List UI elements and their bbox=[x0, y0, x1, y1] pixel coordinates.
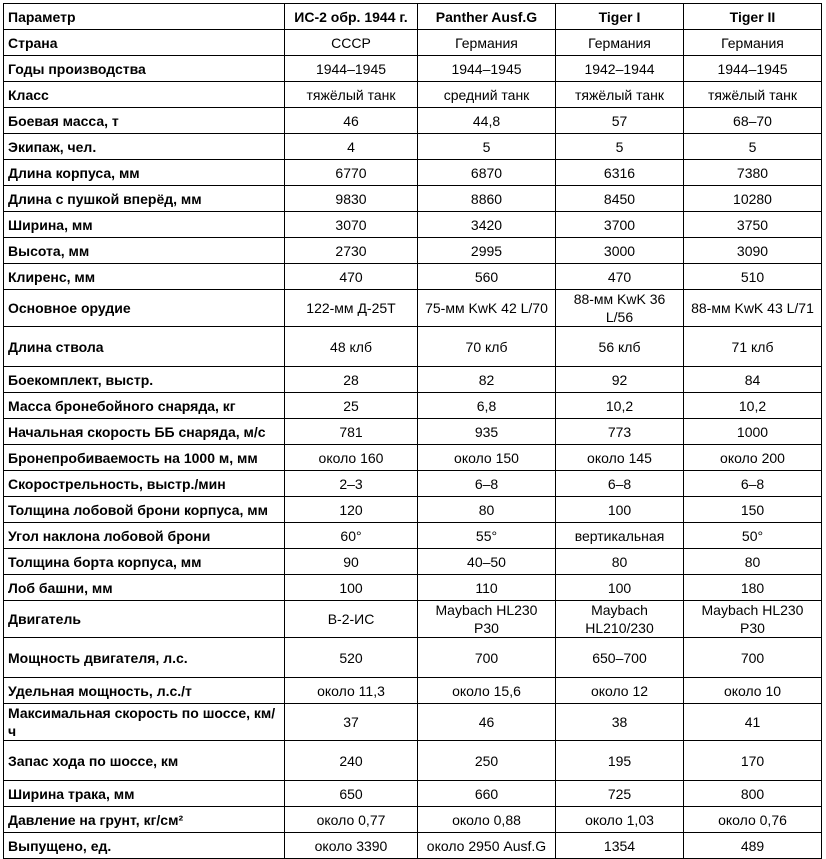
table-cell: Германия bbox=[556, 30, 684, 56]
table-cell: 773 bbox=[556, 419, 684, 445]
table-cell: около 10 bbox=[684, 678, 822, 704]
table-row bbox=[4, 327, 822, 367]
table-cell: около 0,76 bbox=[684, 807, 822, 833]
table-row bbox=[4, 575, 822, 601]
table-cell: 6–8 bbox=[418, 471, 556, 497]
row-label: Основное орудие bbox=[4, 290, 285, 327]
table-cell: тяжёлый танк bbox=[684, 82, 822, 108]
table-cell: 92 bbox=[556, 367, 684, 393]
table-cell: Maybach HL230 P30 bbox=[684, 601, 822, 638]
table-cell: около 0,77 bbox=[285, 807, 418, 833]
row-label: Ширина трака, мм bbox=[4, 781, 285, 807]
table-cell: 57 bbox=[556, 108, 684, 134]
table-row bbox=[4, 638, 822, 678]
table-cell: 68–70 bbox=[684, 108, 822, 134]
table-row bbox=[4, 186, 822, 212]
table-cell: 560 bbox=[418, 264, 556, 290]
table-cell: 88-мм KwK 36 L/56 bbox=[556, 290, 684, 327]
table-cell: 2–3 bbox=[285, 471, 418, 497]
table-cell: 8860 bbox=[418, 186, 556, 212]
table-row bbox=[4, 108, 822, 134]
table-cell: 41 bbox=[684, 704, 822, 741]
table-cell: 110 bbox=[418, 575, 556, 601]
table-cell: В-2-ИС bbox=[285, 601, 418, 638]
table-cell: 1354 bbox=[556, 833, 684, 859]
header-is2: ИС-2 обр. 1944 г. bbox=[285, 4, 418, 30]
table-cell: 3700 bbox=[556, 212, 684, 238]
table-row bbox=[4, 704, 822, 741]
table-row bbox=[4, 833, 822, 859]
row-label: Толщина лобовой брони корпуса, мм bbox=[4, 497, 285, 523]
table-cell: 6,8 bbox=[418, 393, 556, 419]
header-tiger2: Tiger II bbox=[684, 4, 822, 30]
table-cell: 660 bbox=[418, 781, 556, 807]
table-cell: 3420 bbox=[418, 212, 556, 238]
table-cell: 4 bbox=[285, 134, 418, 160]
table-cell: 10280 bbox=[684, 186, 822, 212]
table-cell: 240 bbox=[285, 741, 418, 781]
table-cell: 3090 bbox=[684, 238, 822, 264]
table-row bbox=[4, 741, 822, 781]
table-cell: 80 bbox=[684, 549, 822, 575]
table-row bbox=[4, 367, 822, 393]
row-label: Лоб башни, мм bbox=[4, 575, 285, 601]
row-label: Давление на грунт, кг/см² bbox=[4, 807, 285, 833]
table-row bbox=[4, 82, 822, 108]
table-cell: 37 bbox=[285, 704, 418, 741]
table-cell: около 15,6 bbox=[418, 678, 556, 704]
table-cell: около 12 bbox=[556, 678, 684, 704]
table-cell: 781 bbox=[285, 419, 418, 445]
row-label: Страна bbox=[4, 30, 285, 56]
table-cell: 470 bbox=[285, 264, 418, 290]
table-cell: 84 bbox=[684, 367, 822, 393]
table-cell: Германия bbox=[418, 30, 556, 56]
row-label: Боевая масса, т bbox=[4, 108, 285, 134]
table-row bbox=[4, 678, 822, 704]
table-cell: 122-мм Д-25Т bbox=[285, 290, 418, 327]
table-cell: 5 bbox=[684, 134, 822, 160]
table-cell: 60° bbox=[285, 523, 418, 549]
header-parameter: Параметр bbox=[4, 4, 285, 30]
table-body bbox=[4, 30, 822, 859]
table-cell: 10,2 bbox=[556, 393, 684, 419]
table-cell: около 150 bbox=[418, 445, 556, 471]
table-cell: 6–8 bbox=[556, 471, 684, 497]
table-cell: 7380 bbox=[684, 160, 822, 186]
table-cell: 250 bbox=[418, 741, 556, 781]
table-row bbox=[4, 601, 822, 638]
header-tiger1: Tiger I bbox=[556, 4, 684, 30]
table-cell: 90 bbox=[285, 549, 418, 575]
table-cell: 1000 bbox=[684, 419, 822, 445]
table-cell: 470 bbox=[556, 264, 684, 290]
table-cell: около 200 bbox=[684, 445, 822, 471]
table-cell: тяжёлый танк bbox=[285, 82, 418, 108]
table-cell: 6870 bbox=[418, 160, 556, 186]
row-label: Ширина, мм bbox=[4, 212, 285, 238]
table-row bbox=[4, 471, 822, 497]
table-row bbox=[4, 30, 822, 56]
table-cell: 55° bbox=[418, 523, 556, 549]
table-cell: 700 bbox=[684, 638, 822, 678]
table-row bbox=[4, 134, 822, 160]
table-cell: 71 клб bbox=[684, 327, 822, 367]
table-row bbox=[4, 807, 822, 833]
row-label: Высота, мм bbox=[4, 238, 285, 264]
table-row bbox=[4, 523, 822, 549]
row-label: Бронепробиваемость на 1000 м, мм bbox=[4, 445, 285, 471]
table-cell: тяжёлый танк bbox=[556, 82, 684, 108]
tank-comparison-table bbox=[3, 3, 822, 859]
table-row bbox=[4, 56, 822, 82]
table-cell: 3070 bbox=[285, 212, 418, 238]
table-cell: Германия bbox=[684, 30, 822, 56]
row-label: Максимальная скорость по шоссе, км/ч bbox=[4, 704, 285, 741]
table-cell: 50° bbox=[684, 523, 822, 549]
table-cell: 1944–1945 bbox=[684, 56, 822, 82]
row-label: Удельная мощность, л.с./т bbox=[4, 678, 285, 704]
table-cell: 1942–1944 bbox=[556, 56, 684, 82]
table-cell: 100 bbox=[285, 575, 418, 601]
table-cell: 9830 bbox=[285, 186, 418, 212]
table-row bbox=[4, 160, 822, 186]
table-cell: 3750 bbox=[684, 212, 822, 238]
table-cell: около 1,03 bbox=[556, 807, 684, 833]
row-label: Масса бронебойного снаряда, кг bbox=[4, 393, 285, 419]
table-cell: 28 bbox=[285, 367, 418, 393]
row-label: Экипаж, чел. bbox=[4, 134, 285, 160]
row-label: Длина ствола bbox=[4, 327, 285, 367]
table-cell: 5 bbox=[418, 134, 556, 160]
table-cell: Maybach HL210/230 bbox=[556, 601, 684, 638]
table-row bbox=[4, 419, 822, 445]
table-cell: около 145 bbox=[556, 445, 684, 471]
table-cell: около 0,88 bbox=[418, 807, 556, 833]
table-cell: 40–50 bbox=[418, 549, 556, 575]
table-cell: 75-мм KwK 42 L/70 bbox=[418, 290, 556, 327]
table-cell: 82 bbox=[418, 367, 556, 393]
table-cell: 46 bbox=[285, 108, 418, 134]
table-cell: 489 bbox=[684, 833, 822, 859]
table-cell: 48 клб bbox=[285, 327, 418, 367]
table-cell: 800 bbox=[684, 781, 822, 807]
row-label: Мощность двигателя, л.с. bbox=[4, 638, 285, 678]
table-cell: 2730 bbox=[285, 238, 418, 264]
table-cell: средний танк bbox=[418, 82, 556, 108]
row-label: Выпущено, ед. bbox=[4, 833, 285, 859]
table-cell: 725 bbox=[556, 781, 684, 807]
table-cell: 650 bbox=[285, 781, 418, 807]
table-cell: Maybach HL230 P30 bbox=[418, 601, 556, 638]
table-row bbox=[4, 445, 822, 471]
table-cell: 5 bbox=[556, 134, 684, 160]
row-label: Длина корпуса, мм bbox=[4, 160, 285, 186]
table-cell: около 2950 Ausf.G bbox=[418, 833, 556, 859]
header-row bbox=[4, 4, 822, 30]
table-cell: 56 клб bbox=[556, 327, 684, 367]
table-cell: 700 bbox=[418, 638, 556, 678]
table-cell: 38 bbox=[556, 704, 684, 741]
table-row bbox=[4, 549, 822, 575]
table-cell: около 11,3 bbox=[285, 678, 418, 704]
table-cell: 150 bbox=[684, 497, 822, 523]
row-label: Боекомплект, выстр. bbox=[4, 367, 285, 393]
table-row bbox=[4, 238, 822, 264]
table-cell: 100 bbox=[556, 575, 684, 601]
table-cell: 520 bbox=[285, 638, 418, 678]
table-cell: 70 клб bbox=[418, 327, 556, 367]
table-cell: 650–700 bbox=[556, 638, 684, 678]
table-row bbox=[4, 497, 822, 523]
header-panther: Panther Ausf.G bbox=[418, 4, 556, 30]
row-label: Клиренс, мм bbox=[4, 264, 285, 290]
table-cell: 2995 bbox=[418, 238, 556, 264]
table-cell: 3000 bbox=[556, 238, 684, 264]
table-cell: 6316 bbox=[556, 160, 684, 186]
table-row bbox=[4, 212, 822, 238]
row-label: Длина с пушкой вперёд, мм bbox=[4, 186, 285, 212]
table-row bbox=[4, 290, 822, 327]
row-label: Начальная скорость ББ снаряда, м/с bbox=[4, 419, 285, 445]
table-cell: 88-мм KwK 43 L/71 bbox=[684, 290, 822, 327]
row-label: Запас хода по шоссе, км bbox=[4, 741, 285, 781]
table-cell: 6–8 bbox=[684, 471, 822, 497]
row-label: Класс bbox=[4, 82, 285, 108]
table-cell: около 3390 bbox=[285, 833, 418, 859]
row-label: Скорострельность, выстр./мин bbox=[4, 471, 285, 497]
table-cell: 1944–1945 bbox=[285, 56, 418, 82]
table-cell: 935 bbox=[418, 419, 556, 445]
table-cell: 510 bbox=[684, 264, 822, 290]
table-cell: вертикальная bbox=[556, 523, 684, 549]
table-cell: 8450 bbox=[556, 186, 684, 212]
table-cell: 25 bbox=[285, 393, 418, 419]
table-cell: 6770 bbox=[285, 160, 418, 186]
table-row bbox=[4, 393, 822, 419]
row-label: Угол наклона лобовой брони bbox=[4, 523, 285, 549]
table-cell: СССР bbox=[285, 30, 418, 56]
row-label: Годы производства bbox=[4, 56, 285, 82]
row-label: Толщина борта корпуса, мм bbox=[4, 549, 285, 575]
table-cell: 180 bbox=[684, 575, 822, 601]
table-cell: 80 bbox=[418, 497, 556, 523]
table-cell: 195 bbox=[556, 741, 684, 781]
table-row bbox=[4, 781, 822, 807]
row-label: Двигатель bbox=[4, 601, 285, 638]
table-cell: 170 bbox=[684, 741, 822, 781]
table-cell: около 160 bbox=[285, 445, 418, 471]
table-cell: 100 bbox=[556, 497, 684, 523]
table-cell: 120 bbox=[285, 497, 418, 523]
table-cell: 10,2 bbox=[684, 393, 822, 419]
table-cell: 80 bbox=[556, 549, 684, 575]
table-cell: 46 bbox=[418, 704, 556, 741]
table-row bbox=[4, 264, 822, 290]
table-cell: 1944–1945 bbox=[418, 56, 556, 82]
table-cell: 44,8 bbox=[418, 108, 556, 134]
